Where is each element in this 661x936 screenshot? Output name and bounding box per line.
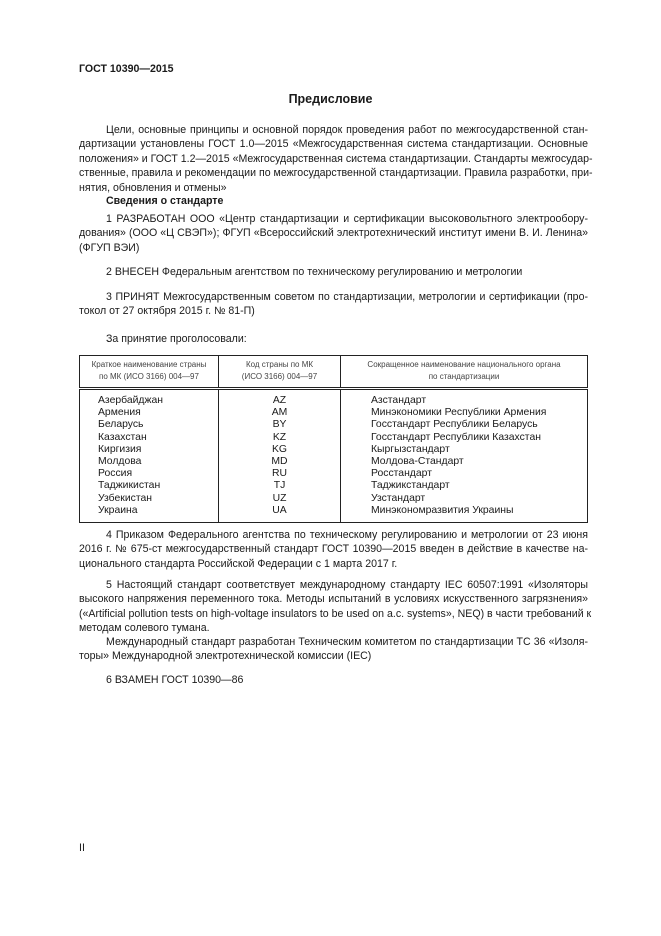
country-code: AZ <box>219 389 341 408</box>
table-row <box>80 407 588 419</box>
intro-paragraph <box>79 123 593 195</box>
voting-table <box>79 355 588 523</box>
voted-label: За принятие проголосовали: <box>106 333 247 345</box>
text-line: 2016 г. № 675-ст межгосударственный стандарт ГОСТ 10390—2015 введен в действие в качестве на- <box>79 543 588 556</box>
table-row <box>80 456 588 468</box>
text-line: 4 Приказом Федерального агентства по техническому регулированию и метрологии от 23 июня <box>106 529 588 541</box>
page-number: II <box>79 842 85 854</box>
column-header <box>341 356 588 389</box>
section-heading: Сведения о стандарте <box>106 195 224 207</box>
standards-body: Минэкономразвития Украины <box>341 505 588 523</box>
column-header-line: (ИСО 3166) 004—97 <box>241 372 318 381</box>
table-row <box>80 444 588 456</box>
paragraph-5-continued <box>79 635 588 664</box>
paragraph-6 <box>79 673 588 687</box>
text-line: Международный стандарт разработан Техническим комитетом по стандартизации ТС 36 «Изоля- <box>106 636 588 648</box>
standards-body: Госстандарт Республики Беларусь <box>341 419 588 431</box>
text-line: ционального стандарта Российской Федерации с 1 марта 2017 г. <box>79 557 398 570</box>
text-line: высокого напряжения переменного тока. Методы испытаний в условиях искусственного загрязнения» <box>79 593 588 606</box>
country-code: KG <box>219 444 341 456</box>
document-header: ГОСТ 10390—2015 <box>79 63 174 75</box>
country-code: BY <box>219 419 341 431</box>
column-header-line: Краткое наименование страны <box>91 360 207 369</box>
standards-body: Минэкономики Республики Армения <box>341 407 588 419</box>
standards-body: Кыргызстандарт <box>341 444 588 456</box>
country-code: UZ <box>219 493 341 505</box>
text-line: нятия, обновления и отмены» <box>79 181 227 194</box>
text-line: Цели, основные принципы и основной порядок проведения работ по межгосударственной стан- <box>106 124 588 136</box>
text-line: 2 ВНЕСЕН Федеральным агентством по техническому регулированию и метрологии <box>106 266 523 278</box>
country-name: Узбекистан <box>98 492 152 504</box>
table-row <box>80 389 588 408</box>
standards-body: Госстандарт Республики Казахстан <box>341 432 588 444</box>
country-name: Таджикистан <box>98 480 161 492</box>
country-code: RU <box>219 468 341 480</box>
text-line: 1 РАЗРАБОТАН ООО «Центр стандартизации и сертификации высоковольтного электрообору- <box>106 213 588 225</box>
column-header-line: по МК (ИСО 3166) 004—97 <box>99 372 199 381</box>
text-line: 6 ВЗАМЕН ГОСТ 10390—86 <box>106 674 244 686</box>
country-name: Беларусь <box>98 419 144 431</box>
text-line: (ФГУП ВЭИ) <box>79 241 140 254</box>
paragraph-5 <box>79 578 592 636</box>
table-row <box>80 419 588 431</box>
text-line: торы» Международной электротехнической комиссии (IEC) <box>79 650 372 663</box>
table-row <box>80 432 588 444</box>
standards-body: Азстандарт <box>341 389 588 408</box>
text-line: 5 Настоящий стандарт соответствует международному стандарту IEC 60507:1991 «Изоляторы <box>106 579 588 591</box>
country-code: TJ <box>219 480 341 492</box>
country-name: Азербайджан <box>98 395 163 406</box>
text-line: («Artificial pollution tests on high-voltage insulators to be used on a.c. systems», NEQ) в части требований к <box>79 607 592 620</box>
column-header-line: Сокращенное наименование национального органа <box>367 360 561 369</box>
text-line: дования» (ООО «Ц СВЭП»); ФГУП «Всероссийский электротехнический институт имени В. И. Ленина» <box>79 227 588 240</box>
text-line: методам солевого тумана. <box>79 622 210 635</box>
column-header <box>80 356 219 389</box>
column-header-line: Код страны по МК <box>245 360 314 369</box>
column-header-line: по стандартизации <box>428 372 500 381</box>
standards-body: Таджикстандарт <box>341 480 588 492</box>
text-line: токол от 27 октября 2015 г. № 81-П) <box>79 305 255 318</box>
table-row <box>80 468 588 480</box>
standards-body: Узстандарт <box>341 493 588 505</box>
country-code: KZ <box>219 432 341 444</box>
standards-body: Молдова-Стандарт <box>341 456 588 468</box>
country-name: Украина <box>98 504 138 516</box>
table-row <box>80 480 588 492</box>
country-code: MD <box>219 456 341 468</box>
text-line: ственные, правила и рекомендации по межгосударственной стандартизации. Правила разработки, при- <box>79 167 593 180</box>
country-name: Киргизия <box>98 443 142 455</box>
paragraph-3 <box>79 290 588 319</box>
standards-body: Росстандарт <box>341 468 588 480</box>
column-header <box>219 356 341 389</box>
text-line: дартизации установлены ГОСТ 1.0—2015 «Межгосударственная система стандартизации. Основные <box>79 138 588 151</box>
paragraph-2 <box>79 265 588 279</box>
country-code: AM <box>219 407 341 419</box>
table-row <box>80 505 588 523</box>
country-code: UA <box>219 505 341 523</box>
page-title: Предисловие <box>288 92 373 106</box>
table-row <box>80 493 588 505</box>
country-name: Казахстан <box>98 431 147 443</box>
country-name: Россия <box>98 468 133 480</box>
country-name: Молдова <box>98 456 142 468</box>
paragraph-4 <box>79 528 588 571</box>
country-name: Армения <box>98 407 141 419</box>
paragraph-1 <box>79 212 588 255</box>
text-line: 3 ПРИНЯТ Межгосударственным советом по стандартизации, метрологии и сертификации (про- <box>106 291 588 303</box>
text-line: положения» и ГОСТ 1.2—2015 «Межгосударственная система стандартизации. Стандарты межгосудар- <box>79 152 593 165</box>
